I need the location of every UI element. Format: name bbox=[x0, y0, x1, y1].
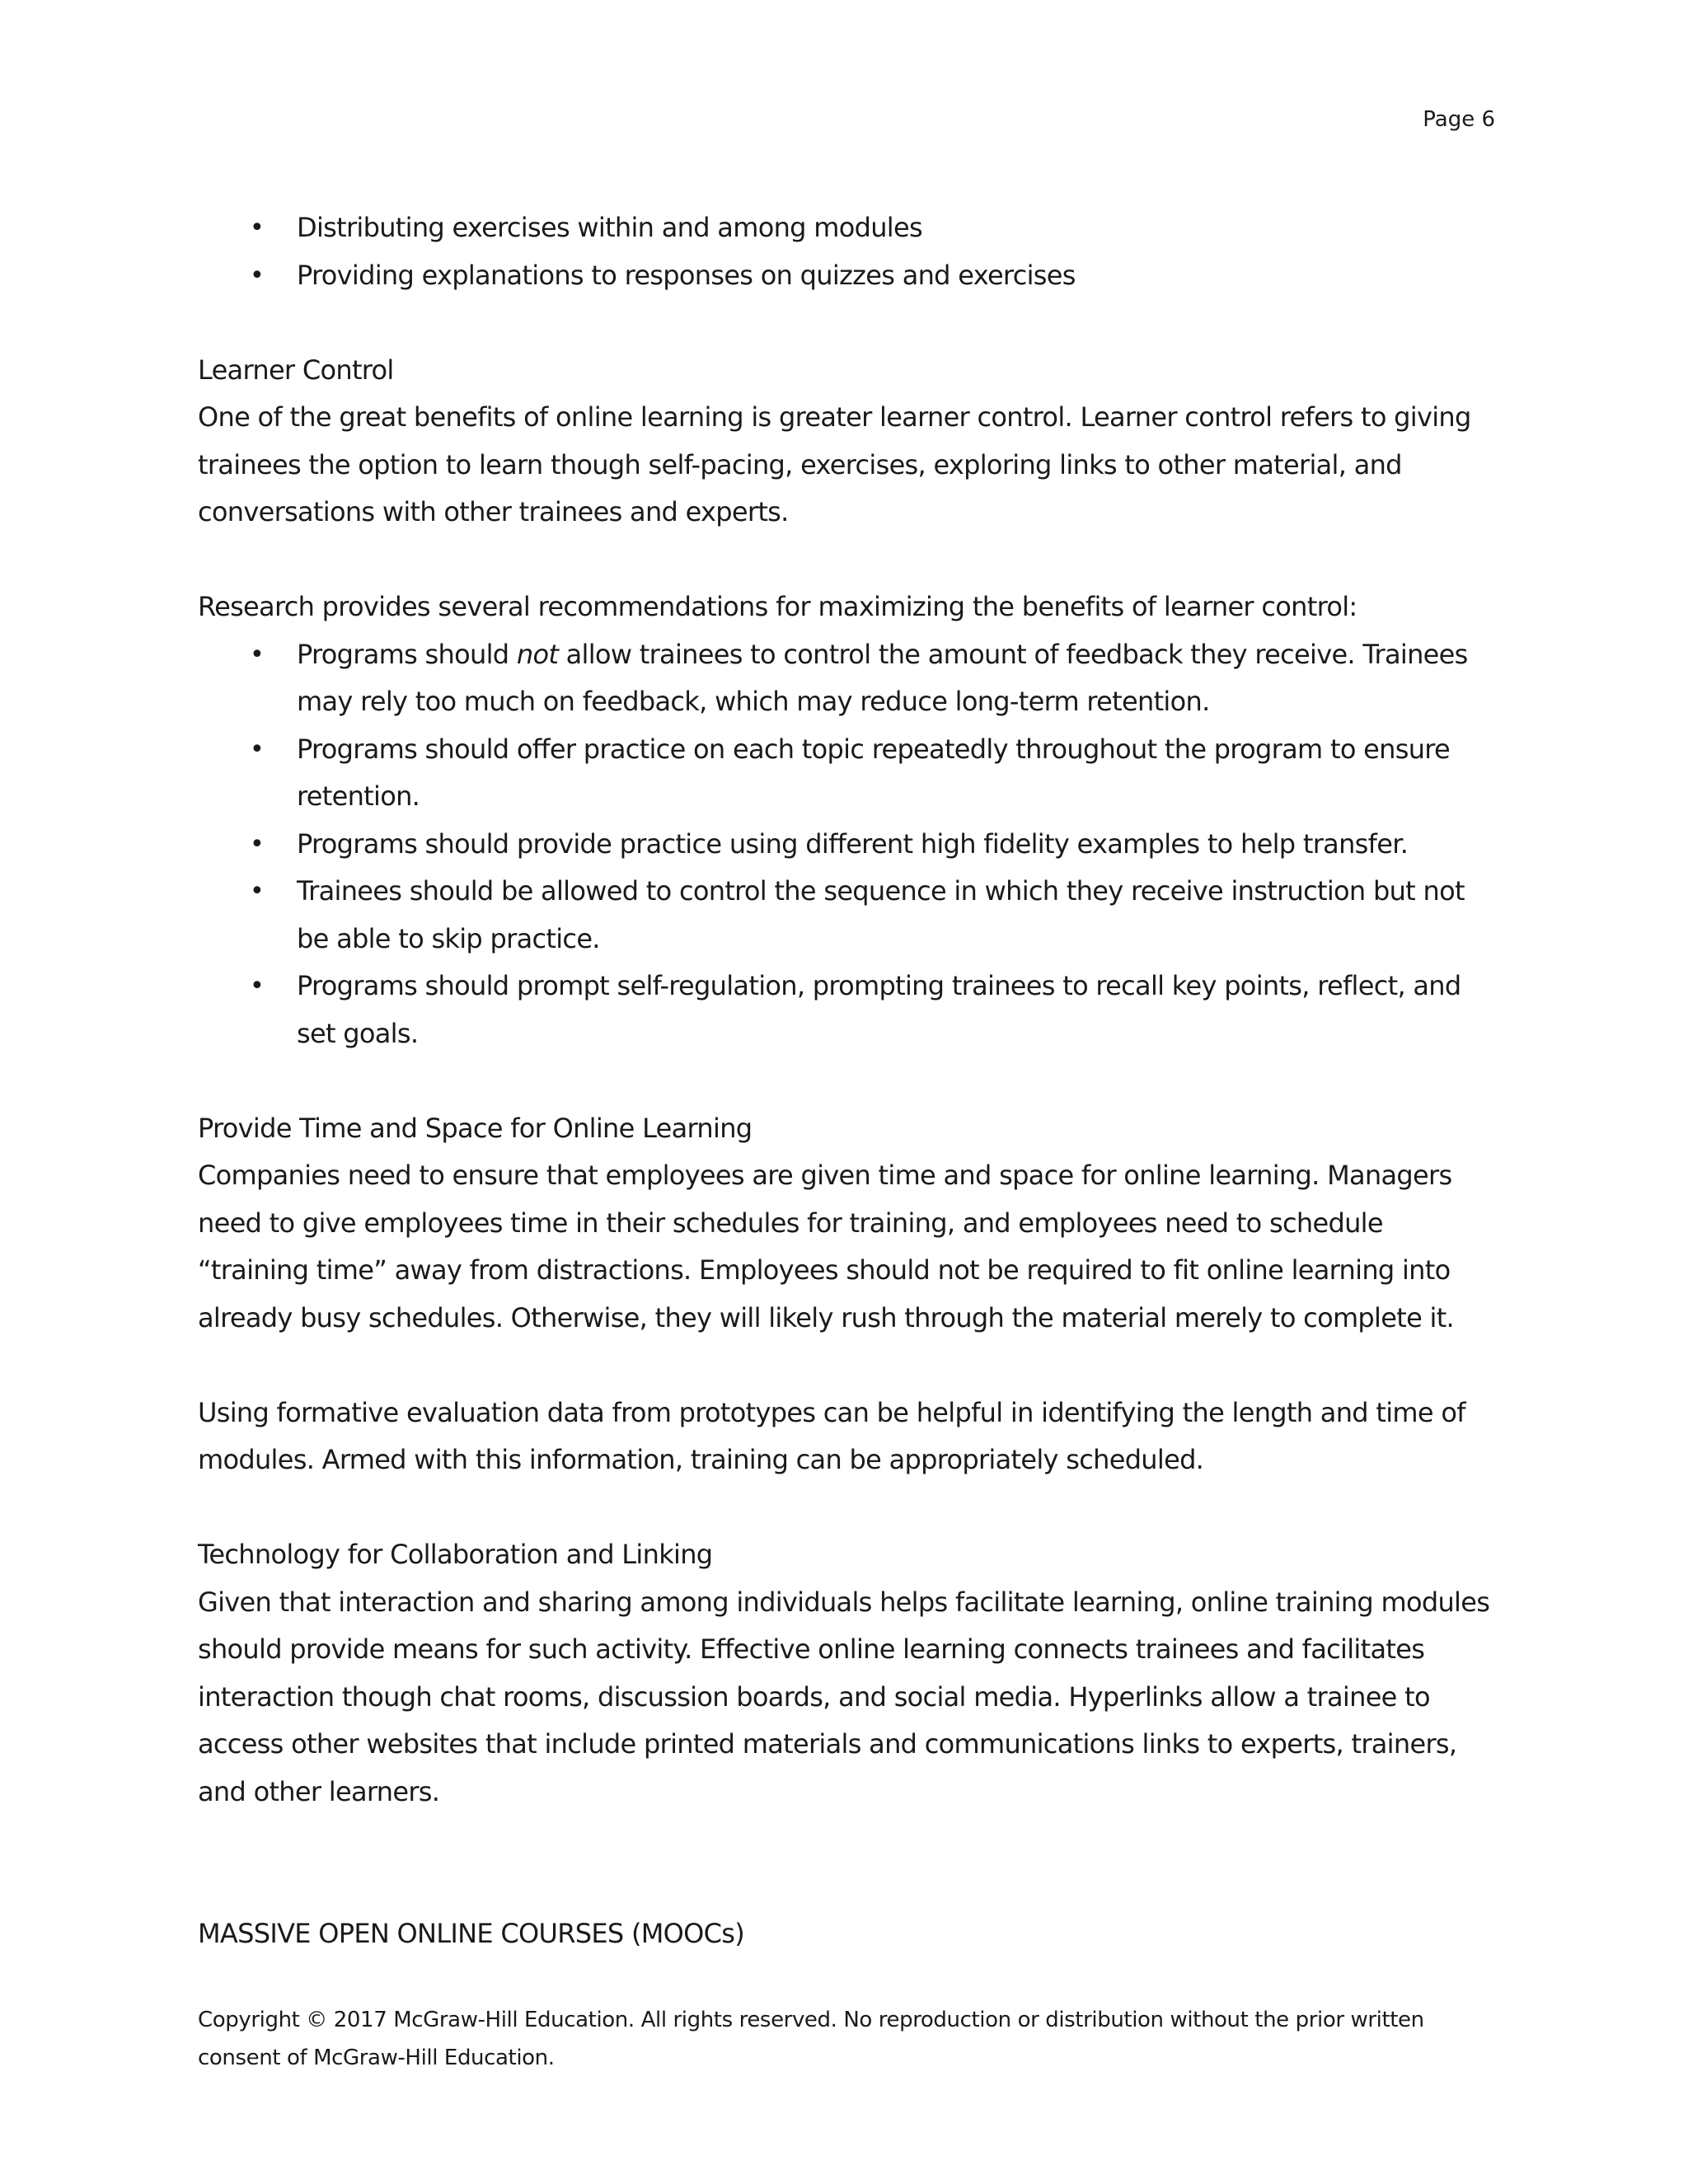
bullet-icon: • bbox=[250, 972, 264, 1001]
spacer bbox=[198, 1057, 1492, 1105]
list-item bbox=[198, 204, 1492, 252]
list-item bbox=[198, 868, 1492, 963]
moocs-heading: MASSIVE OPEN ONLINE COURSES (MOOCs) bbox=[198, 1918, 745, 1949]
list-item bbox=[198, 631, 1492, 726]
recommendation-list bbox=[198, 631, 1492, 1058]
list-item bbox=[198, 252, 1492, 300]
research-intro: Research provides several recommendations for maximizing the benefits of learner control: bbox=[198, 591, 1357, 622]
intro-bullet-list bbox=[198, 204, 1492, 299]
spacer bbox=[198, 299, 1492, 347]
collaboration-paragraph: Given that interaction and sharing among individuals helps facilitate learning, online training modules should provide means for such activity. Effective online learning connects trainees and facilitates interaction though chat rooms, discussion boards, and social media. Hyperlinks allow a trainee to access other websites that include printed materials and communications links to experts, trainers, and other learners. bbox=[198, 1586, 1490, 1807]
document-body bbox=[198, 204, 1492, 1958]
bullet-icon: • bbox=[250, 260, 264, 290]
time-space-heading: Provide Time and Space for Online Learning bbox=[198, 1112, 753, 1144]
time-space-paragraph-1: Companies need to ensure that employees are given time and space for online learning. Managers need to give employees time in their schedules for training, and employees need to schedule “training time” away from distractions. Employees should not be required to fit online learning into already busy schedules. Otherwise, they will likely rush through the material merely to complete it. bbox=[198, 1160, 1455, 1333]
bullet-icon: • bbox=[250, 640, 264, 669]
list-item-text-after: allow trainees to control the amount of feedback they receive. Trainees may rely too much on feedback, which may reduce long-term retention. bbox=[297, 638, 1468, 717]
time-space-paragraph-2: Using formative evaluation data from prototypes can be helpful in identifying the length and time of modules. Armed with this information, training can be appropriately scheduled. bbox=[198, 1396, 1465, 1475]
list-item-text: Programs should provide practice using different high fidelity examples to help transfer. bbox=[297, 827, 1409, 860]
list-item-emphasis: not bbox=[516, 638, 559, 670]
list-item bbox=[198, 963, 1492, 1057]
spacer bbox=[198, 537, 1492, 584]
list-item bbox=[198, 821, 1492, 869]
learner-control-paragraph: One of the great benefits of online learning is greater learner control. Learner control refers to giving trainees the option to learn though self-pacing, exercises, exploring links to other material, and conversations with other trainees and experts. bbox=[198, 401, 1471, 527]
page-number: Page 6 bbox=[1423, 107, 1495, 132]
list-item bbox=[198, 726, 1492, 821]
list-item-text: Trainees should be allowed to control the sequence in which they receive instruction but not be able to skip practice. bbox=[297, 875, 1465, 954]
bullet-icon: • bbox=[250, 829, 264, 859]
spacer bbox=[198, 1342, 1492, 1390]
bullet-icon: • bbox=[250, 213, 264, 242]
bullet-icon: • bbox=[250, 877, 264, 906]
learner-control-heading: Learner Control bbox=[198, 354, 394, 386]
spacer bbox=[198, 1816, 1492, 1910]
collaboration-heading: Technology for Collaboration and Linking bbox=[198, 1539, 713, 1570]
list-item-text: Programs should prompt self-regulation, prompting trainees to recall key points, reflect, and set goals. bbox=[297, 970, 1461, 1049]
copyright-footer: Copyright © 2017 McGraw-Hill Education. All rights reserved. No reproduction or distribution without the prior written consent of McGraw-Hill Education. bbox=[198, 2008, 1424, 2070]
spacer bbox=[198, 1484, 1492, 1532]
list-item-text: Providing explanations to responses on quizzes and exercises bbox=[297, 259, 1076, 291]
list-item-text-before: Programs should bbox=[297, 638, 517, 670]
list-item-text: Distributing exercises within and among modules bbox=[297, 212, 922, 243]
list-item-text: Programs should offer practice on each topic repeatedly throughout the program to ensure retention. bbox=[297, 733, 1451, 812]
bullet-icon: • bbox=[250, 734, 264, 764]
